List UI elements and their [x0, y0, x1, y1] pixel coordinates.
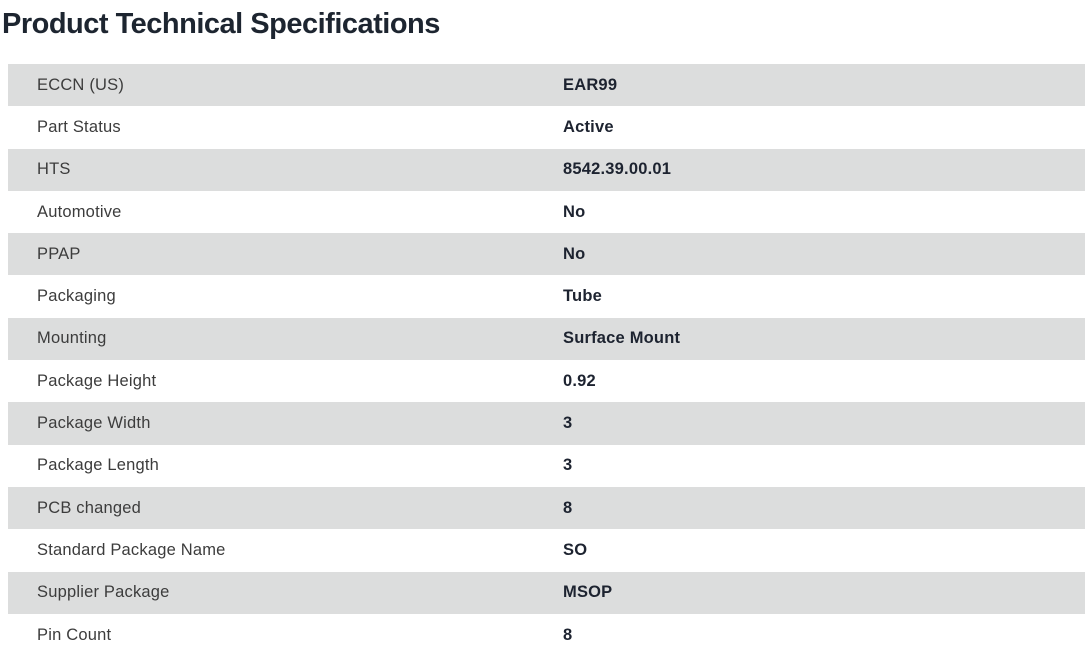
- table-row: [8, 275, 1085, 317]
- spec-label: Packaging: [37, 287, 116, 306]
- spec-value: No: [563, 244, 586, 263]
- spec-label: Part Status: [37, 117, 121, 136]
- table-row: [8, 360, 1085, 402]
- spec-value: 8542.39.00.01: [563, 160, 672, 179]
- spec-value: Surface Mount: [563, 329, 681, 348]
- table-row: [8, 64, 1085, 106]
- table-row: [8, 487, 1085, 529]
- spec-label: HTS: [37, 160, 71, 179]
- table-row: [8, 445, 1085, 487]
- spec-label: Standard Package Name: [37, 540, 226, 559]
- table-row: [8, 191, 1085, 233]
- table-row: [8, 106, 1085, 148]
- spec-label: Package Height: [37, 371, 157, 390]
- spec-value: 8: [563, 625, 573, 644]
- spec-value: 8: [563, 498, 573, 517]
- spec-table: [8, 64, 1085, 654]
- spec-value: EAR99: [563, 75, 618, 94]
- spec-value: Tube: [563, 287, 602, 306]
- table-row: [8, 529, 1085, 571]
- spec-value: 3: [563, 414, 573, 433]
- spec-value: Active: [563, 117, 614, 136]
- spec-value: No: [563, 202, 586, 221]
- spec-label: Mounting: [37, 329, 107, 348]
- table-row: [8, 233, 1085, 275]
- spec-label: PCB changed: [37, 498, 142, 517]
- spec-label: Automotive: [37, 202, 122, 221]
- spec-label: PPAP: [37, 244, 81, 263]
- spec-label: Pin Count: [37, 625, 112, 644]
- spec-label: Supplier Package: [37, 583, 170, 602]
- table-row: [8, 572, 1085, 614]
- table-row: [8, 614, 1085, 654]
- spec-label: Package Length: [37, 456, 160, 475]
- table-row: [8, 318, 1085, 360]
- spec-value: MSOP: [563, 583, 613, 602]
- spec-value: 0.92: [563, 371, 596, 390]
- spec-value: SO: [563, 540, 588, 559]
- spec-label: ECCN (US): [37, 75, 125, 94]
- spec-label: Package Width: [37, 414, 151, 433]
- spec-value: 3: [563, 456, 573, 475]
- table-row: [8, 149, 1085, 191]
- table-row: [8, 402, 1085, 444]
- page-title: Product Technical Specifications: [2, 8, 440, 40]
